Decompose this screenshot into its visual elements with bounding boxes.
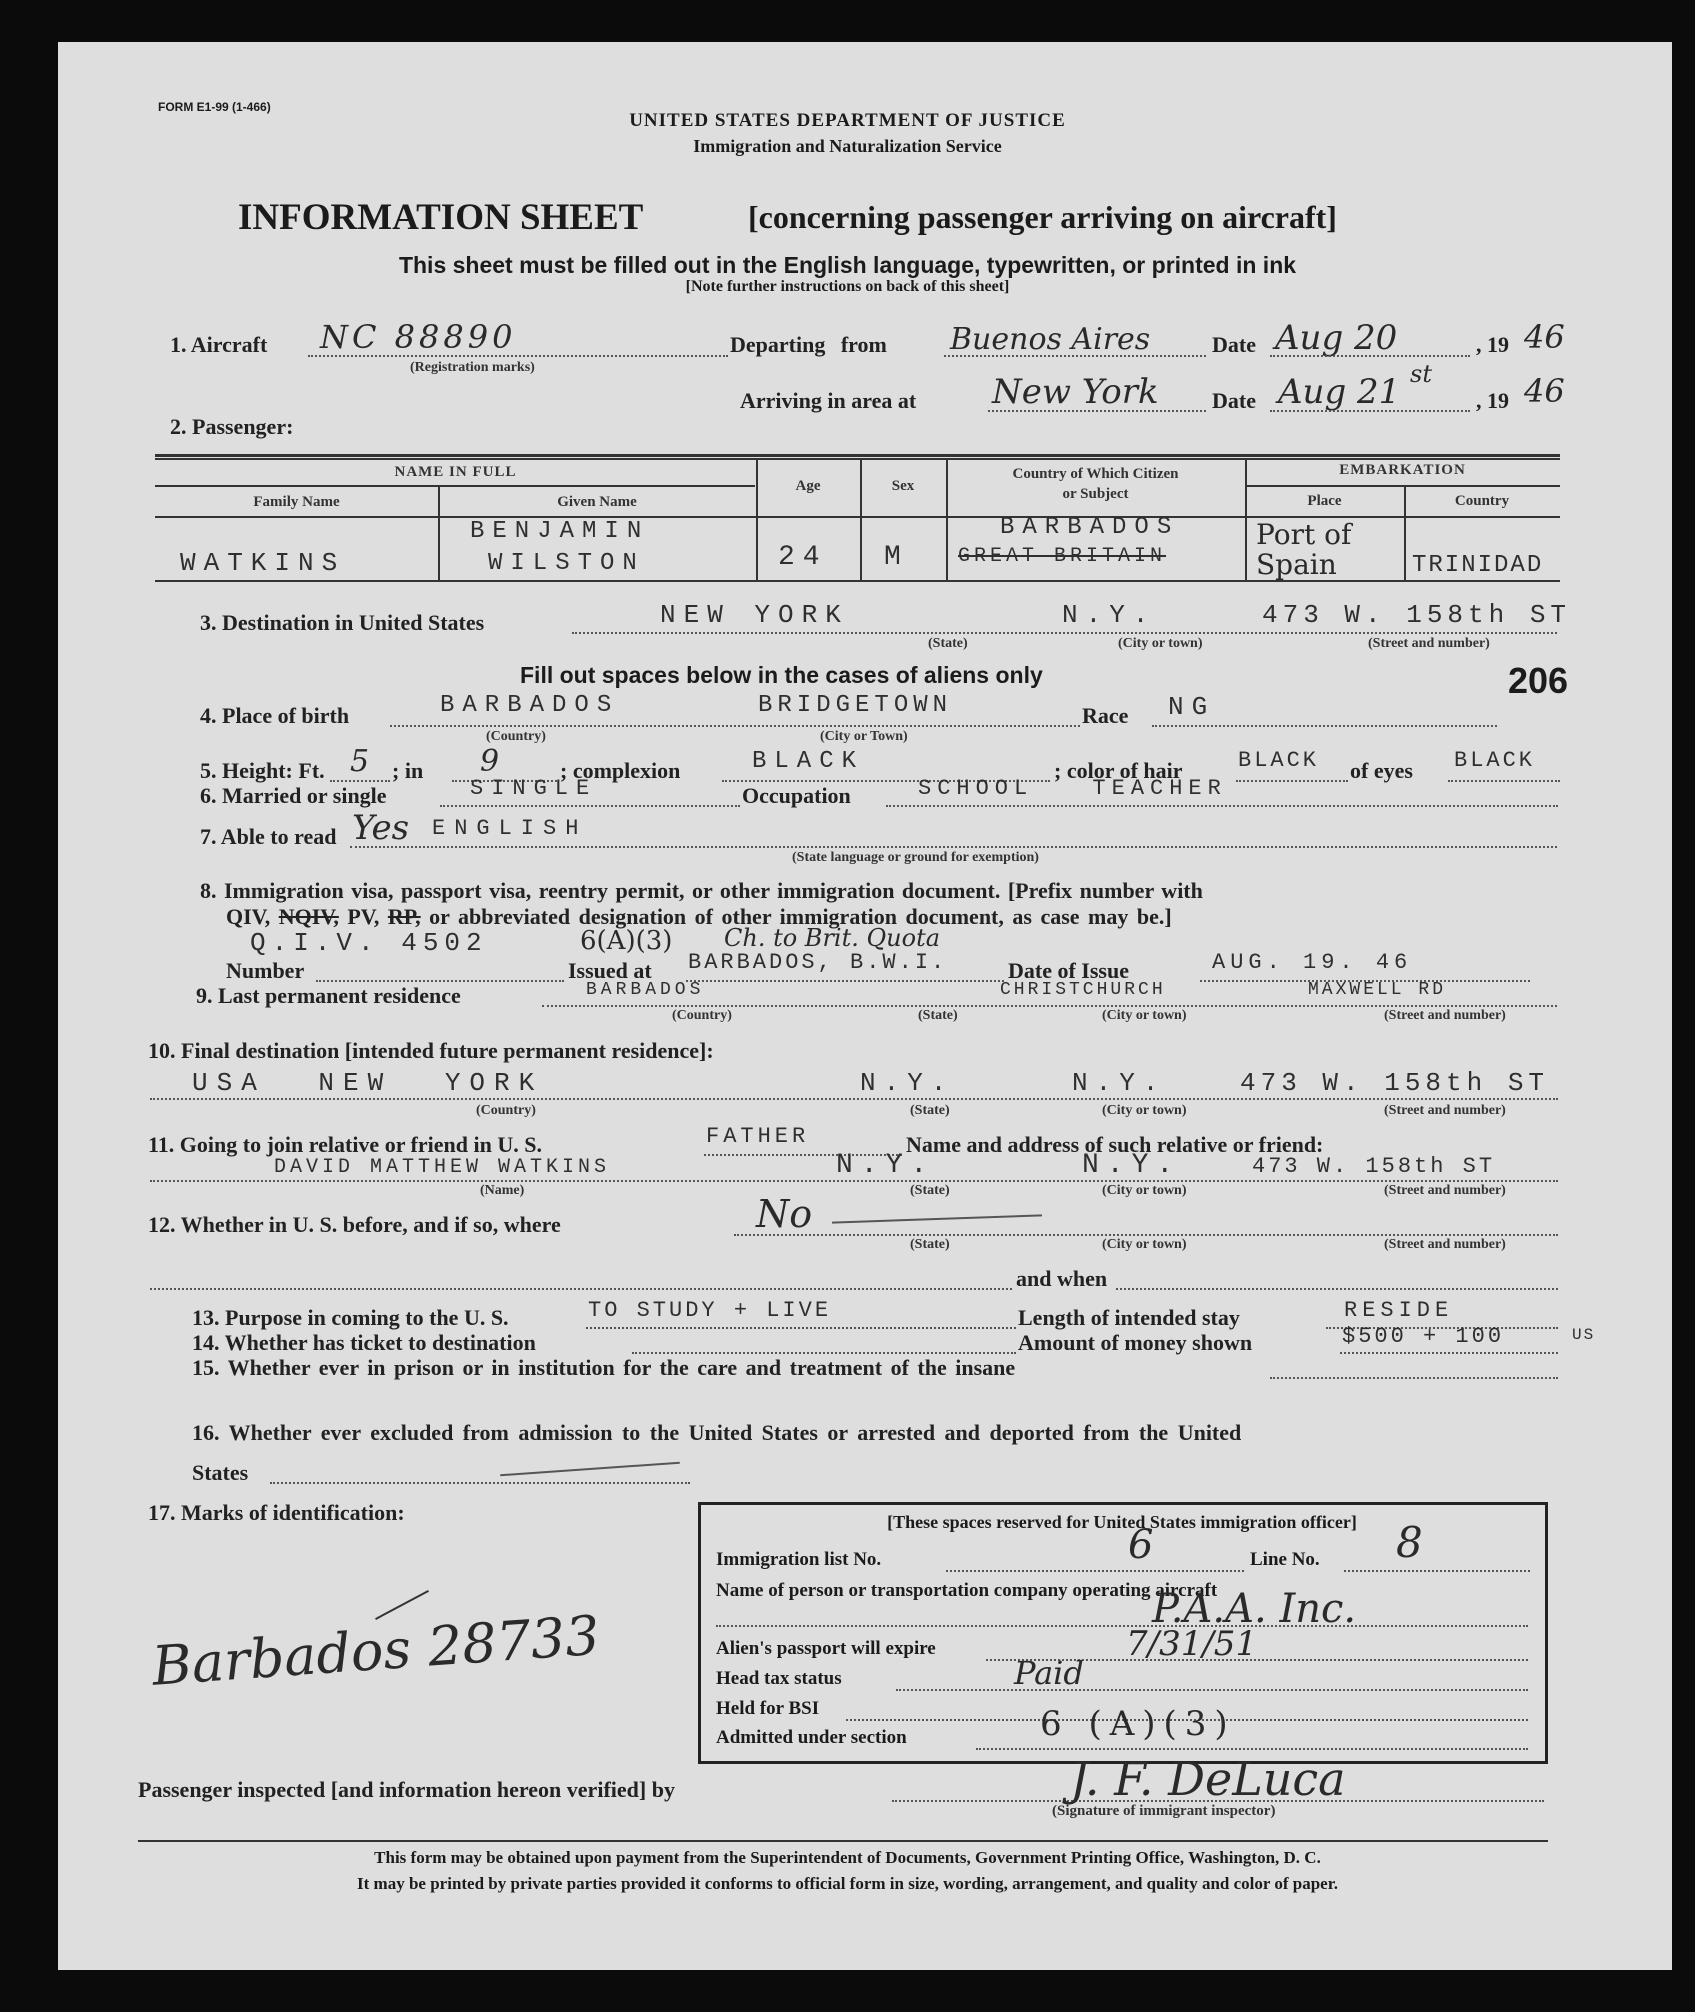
arrive-date-value: Aug 21 [1278,372,1401,412]
given-name-header: Given Name [557,494,637,510]
hair-value: BLACK [1238,748,1320,773]
destination-state: NEW YORK [660,600,849,630]
company-label: Name of person or transportation company operating aircraft [716,1580,1218,1601]
aircraft-line [308,355,728,357]
relative-state-value: N.Y. [836,1150,936,1181]
head-tax-line [896,1689,1528,1691]
ticket-line [632,1352,1016,1354]
hair-label: ; color of hair [1054,758,1183,783]
age-header: Age [795,478,821,494]
table-top-rule-2 [155,458,1560,460]
money-value: $500 + 100 [1342,1324,1505,1349]
visa-rest: or abbreviated designation of other immigration document, as case may be.] [429,904,1172,929]
race-label: Race [1082,703,1129,728]
visa-label-line2 [226,904,1172,930]
final-destination-city-caption: (City or town) [1102,1103,1187,1118]
excluded-label-2: States [192,1460,249,1485]
destination-line [572,632,1557,634]
instruction-line: This sheet must be filled out in the English language, typewritten, or printed in ink [398,252,1297,278]
stay-label: Length of intended stay [1018,1305,1240,1330]
depart-year-value: 46 [1524,318,1565,356]
birth-country-value: BARBADOS [440,692,620,719]
purpose-label: 13. Purpose in coming to the U. S. [192,1305,509,1330]
married-line [440,805,740,807]
excluded-line [270,1482,690,1484]
footer-rule [138,1840,1548,1842]
arriving-value: New York [992,372,1159,412]
money-line [1340,1352,1558,1354]
relative-name-value: DAVID MATTHEW WATKINS [274,1156,611,1179]
birth-city-value: BRIDGETOWN [758,692,953,719]
table-col-3 [860,458,862,580]
previous-us-label: 12. Whether in U. S. before, and if so, where [148,1212,561,1237]
admitted-label: Admitted under section [716,1727,907,1748]
country-header: Country [1454,493,1510,509]
relative-street-value: 473 W. 158th ST [1252,1154,1496,1179]
date-issue-label: Date of Issue [1008,958,1129,983]
last-residence-country: BARBADOS [586,980,705,1000]
line-no-line [1344,1570,1530,1572]
previous-us-street-caption: (Street and number) [1384,1237,1506,1252]
relative-city-caption: (City or town) [1102,1183,1187,1198]
depart-date-value: Aug 20 [1275,318,1398,358]
depart-date-label: Date [1212,332,1256,357]
arrive-date-suffix: st [1410,360,1432,388]
when-line [1116,1288,1558,1290]
visa-rp: RP, [387,904,421,929]
name-in-full-header: NAME IN FULL [394,464,517,480]
line-no-value: 8 [1396,1518,1423,1567]
date-issue-value: AUG. 19. 46 [1212,950,1413,975]
join-relative-label: 11. Going to join relative or friend in U. S. [148,1132,542,1157]
read-caption: (State language or ground for exemption) [792,850,1039,865]
last-residence-line [542,1005,1557,1007]
inspector-caption: (Signature of immigrant inspector) [1052,1803,1276,1819]
height-ft-value: 5 [350,744,370,779]
embarkation-header: EMBARKATION [1339,462,1466,478]
when-label: and when [1016,1266,1108,1291]
admitted-line [976,1748,1528,1750]
sex-value: M [884,542,909,573]
occupation-line [886,805,1558,807]
complexion-value: BLACK [752,748,865,775]
list-no-label: Immigration list No. [716,1549,882,1570]
visa-qiv: QIV, [226,904,271,929]
citizen-header-1: Country of Which Citizen [1012,466,1179,482]
officer-box-heading: [These spaces reserved for United States immigration officer] [887,1512,1357,1532]
page-number: 206 [1508,660,1569,701]
destination-street: 473 W. 158th ST [1262,600,1572,630]
service-title: Immigration and Naturalization Service [693,136,1002,156]
previous-us-state-caption: (State) [910,1237,950,1252]
last-residence-city-caption: (City or town) [1102,1008,1187,1023]
depart-date-line [1270,355,1470,357]
visa-number-value: Q.I.V. 4502 [250,928,488,958]
departing-line [944,355,1206,357]
read-mark: Yes [352,808,410,848]
birth-city-caption: (City or Town) [820,729,908,744]
last-residence-country-caption: (Country) [672,1008,732,1023]
citizen-header-2: or Subject [1062,486,1129,502]
final-destination-state-caption: (State) [910,1103,950,1118]
married-label: 6. Married or single [200,783,387,808]
table-bottom-rule [155,580,1560,582]
destination-label: 3. Destination in United States [200,610,485,635]
excluded-label-1: 16. Whether ever excluded from admission to the United States or arrested and deported from the United [192,1420,1242,1445]
identification-label: 17. Marks of identification: [148,1500,405,1525]
previous-us-line [734,1234,1558,1236]
relative-street-caption: (Street and number) [1384,1183,1506,1198]
height-ft-line [330,780,390,782]
table-col-2 [756,458,758,580]
destination-city: N.Y. [1062,600,1157,630]
arrive-date-label: Date [1212,388,1256,413]
citizen-value-2: GREAT BRITAIN [958,545,1167,568]
final-destination-label: 10. Final destination [intended future permanent residence]: [148,1038,714,1063]
final-destination-country: USA NEW YORK [192,1068,544,1098]
embark-place-value-2: Spain [1256,548,1337,581]
line-no-label: Line No. [1250,1549,1320,1570]
embark-country-value: TRINIDAD [1412,552,1544,579]
last-residence-street: MAXWELL RD [1308,980,1447,1000]
read-value: ENGLISH [432,816,588,841]
bsi-value: 6 (A)(3) [1040,1704,1236,1744]
family-name-value: WATKINS [180,548,346,578]
ticket-label: 14. Whether has ticket to destination [192,1330,536,1355]
departing-value: Buenos Aires [950,322,1151,357]
embark-place-value-1: Port of [1256,518,1352,551]
race-line [1152,725,1497,727]
visa-note-value: Ch. to Brit. Quota [724,924,941,952]
head-tax-label: Head tax status [716,1668,842,1689]
sheet-subtitle: [concerning passenger arriving on aircraft] [748,199,1337,235]
last-residence-street-caption: (Street and number) [1384,1008,1506,1023]
destination-city-caption: (City or town) [1118,636,1203,651]
passport-label: Alien's passport will expire [716,1638,936,1659]
birth-country-caption: (Country) [486,729,546,744]
prison-line [1270,1377,1558,1379]
birth-label: 4. Place of birth [200,703,350,728]
final-destination-street: 473 W. 158th ST [1240,1068,1550,1098]
prison-label: 15. Whether ever in prison or in institution for the care and treatment of the insane [192,1355,1016,1380]
table-top-rule [155,454,1560,457]
last-residence-label: 9. Last permanent residence [196,983,461,1008]
stay-value: RESIDE [1344,1298,1454,1323]
citizen-value-1: BARBADOS [1000,514,1180,541]
arrive-year-prefix: , 19 [1476,388,1509,413]
arriving-label: Arriving in area at [740,388,917,413]
arriving-line [988,410,1206,412]
eyes-label: of eyes [1350,758,1413,783]
passport-value: 7/31/51 [1126,1624,1258,1664]
footer-line-2: It may be printed by private parties provided it conforms to official form in size, wording, arrangement, and quality and color of paper. [357,1874,1338,1893]
issued-at-line [686,980,1004,982]
depart-year-prefix: , 19 [1476,332,1509,357]
birth-line [390,725,1080,727]
height-label: 5. Height: Ft. [200,758,325,783]
age-value: 24 [778,542,828,573]
relative-name-label: Name and address of such relative or friend: [906,1132,1324,1157]
married-value: SINGLE [470,776,598,801]
final-destination-city: N.Y. [1072,1068,1167,1098]
eyes-value: BLACK [1454,748,1536,773]
join-relative-value: FATHER [706,1124,810,1149]
relative-name-caption: (Name) [480,1183,525,1198]
occupation-value: SCHOOL TEACHER [918,776,1227,801]
final-destination-street-caption: (Street and number) [1384,1103,1506,1118]
visa-section-value: 6(A)(3) [580,926,673,956]
arrive-date-line [1270,410,1470,412]
issued-at-value: BARBADOS, B.W.I. [688,950,948,975]
passenger-label: 2. Passenger: [170,414,294,439]
given-name-value-2: WILSTON [488,550,645,577]
purpose-value: TO STUDY + LIVE [588,1298,832,1323]
list-no-line [946,1570,1244,1572]
visa-pv: PV, [347,904,380,929]
aircraft-value: NC 88890 [320,318,517,356]
visa-number-label: Number [226,958,305,983]
department-title: UNITED STATES DEPARTMENT OF JUSTICE [629,110,1066,131]
money-label: Amount of money shown [1018,1330,1253,1355]
given-name-value-1: BENJAMIN [470,518,650,545]
head-tax-value: Paid [1014,1654,1084,1692]
height-in-value: 9 [480,744,500,779]
issued-at-label: Issued at [568,958,652,983]
place-header: Place [1307,493,1342,509]
company-value: P.A.A. Inc. [1152,1586,1357,1632]
aliens-heading: Fill out spaces below in the cases of aliens only [520,662,1043,688]
purpose-line [586,1327,1016,1329]
embarkation-header-rule [1245,485,1560,487]
inspector-signature: J. F. DeLuca [1070,1752,1346,1806]
visa-number-line [316,980,564,982]
departing-label: Departing from [730,332,887,357]
destination-street-caption: (Street and number) [1368,636,1490,651]
sheet-title: INFORMATION SHEET [238,197,644,238]
final-destination-country-caption: (Country) [476,1103,536,1118]
destination-state-caption: (State) [928,636,968,651]
final-destination-line [150,1098,1558,1100]
relative-state-caption: (State) [910,1183,950,1198]
complexion-label: ; complexion [560,758,681,783]
inspected-label: Passenger inspected [and information hereon verified] by [138,1777,675,1802]
bsi-label: Held for BSI [716,1698,820,1719]
visa-label-line1: 8. Immigration visa, passport visa, reentry permit, or other immigration document. [Prefix number with [200,878,1203,903]
money-extra: US [1572,1326,1596,1344]
last-residence-state-caption: (State) [918,1008,958,1023]
name-header-rule [155,485,755,487]
form-number: FORM E1-99 (1-466) [158,100,271,114]
footer-line-1: This form may be obtained upon payment from the Superintendent of Documents, Government Printing Office, Washington, D. C. [374,1848,1321,1867]
arrive-year-value: 46 [1524,372,1565,410]
height-in-label: ; in [392,758,424,783]
company-line [716,1625,1528,1627]
identification-value: Barbados 28733 [150,1603,602,1698]
final-destination-state: N.Y. [860,1068,955,1098]
read-label: 7. Able to read [200,824,337,849]
hair-line [1236,780,1348,782]
note-line: [Note further instructions on back of this sheet] [685,278,1010,295]
last-residence-city: CHRISTCHURCH [1000,980,1166,1000]
registration-caption: (Registration marks) [410,360,535,375]
eyes-line [1448,780,1560,782]
relative-city-value: N.Y. [1082,1150,1182,1181]
family-name-header: Family Name [253,494,340,510]
visa-nqiv: NQIV, [278,904,339,929]
occupation-label: Occupation [742,783,851,808]
list-no-value: 6 [1128,1522,1154,1568]
previous-us-line-2 [150,1288,1012,1290]
read-line [350,846,1557,848]
previous-us-value: No [756,1192,813,1236]
aircraft-label: 1. Aircraft [170,332,268,357]
sex-header: Sex [891,478,915,494]
race-value: NG [1168,692,1216,722]
previous-us-city-caption: (City or town) [1102,1237,1187,1252]
